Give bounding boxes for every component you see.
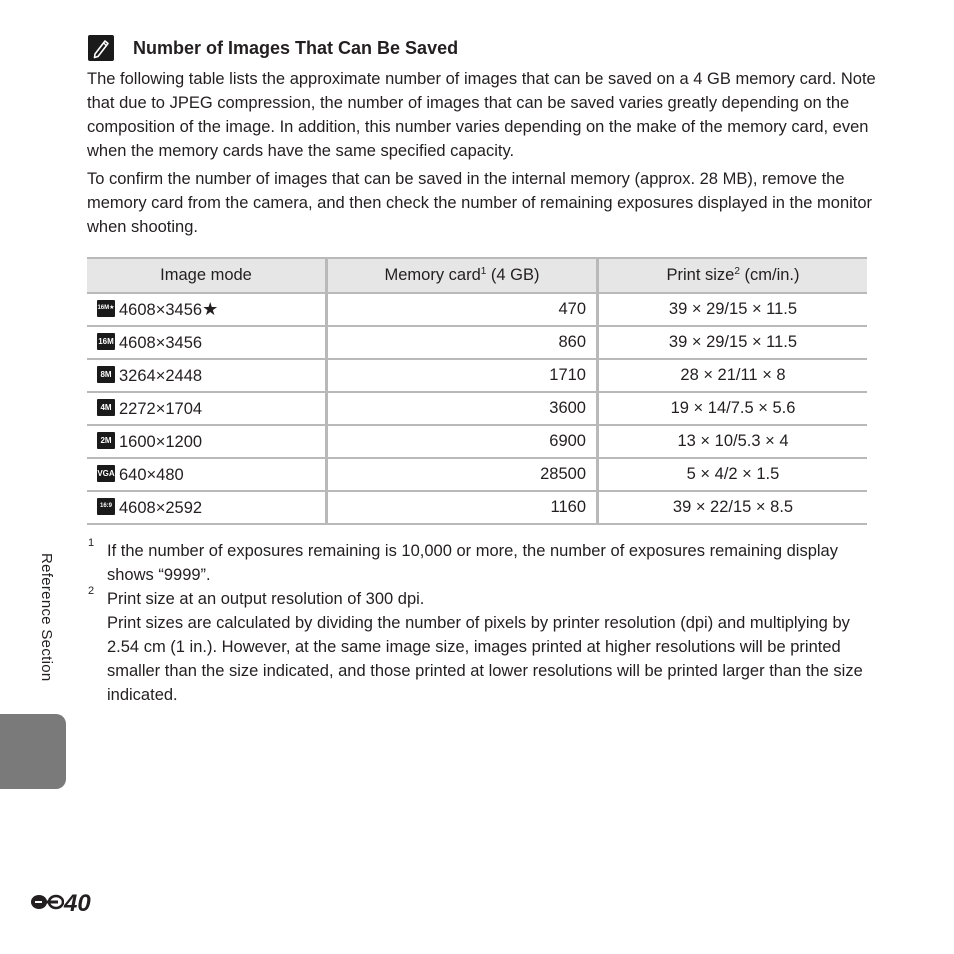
table-row bbox=[87, 458, 867, 491]
print-size-cell: 13 × 10/5.3 × 4 bbox=[598, 425, 868, 458]
table-row bbox=[87, 425, 867, 458]
table-row bbox=[87, 293, 867, 326]
section-heading: Number of Images That Can Be Saved bbox=[133, 38, 459, 58]
table-row bbox=[87, 359, 867, 392]
footnote-2-line: Print size at an output resolution of 300 dpi. bbox=[107, 590, 425, 608]
image-mode-icon: 8M bbox=[97, 366, 115, 383]
footnote-2-detail: Print sizes are calculated by dividing the number of pixels by printer resolution (dpi) and multiplying by 2.54 cm (1 in.). However, at the same image size, images printed at higher resolutions will be printed smaller than the size indicated, and those printed at lower resolutions will be printed larger than the size indicated. bbox=[107, 614, 863, 704]
footnote-2-text bbox=[107, 587, 877, 707]
table-row bbox=[87, 392, 867, 425]
image-mode-cell bbox=[87, 326, 327, 359]
image-mode-cell bbox=[87, 359, 327, 392]
image-count-cell: 860 bbox=[327, 326, 598, 359]
image-mode-label: 4608×3456 bbox=[119, 334, 203, 352]
header-image-mode: Image mode bbox=[87, 258, 327, 293]
image-mode-cell bbox=[87, 392, 327, 425]
image-mode-cell bbox=[87, 293, 327, 326]
image-mode-cell bbox=[87, 425, 327, 458]
footnote-2-marker: 2 bbox=[88, 585, 95, 597]
image-count-cell: 470 bbox=[327, 293, 598, 326]
e-chapter-icon bbox=[30, 891, 64, 913]
pencil-note-icon bbox=[88, 35, 114, 61]
print-size-cell: 28 × 21/11 × 8 bbox=[598, 359, 868, 392]
internal-memory-paragraph: To confirm the number of images that can be saved in the internal memory (approx. 28 MB), remove the memory card from the camera, and then check the number of remaining exposures displayed in the monitor when shooting. bbox=[87, 170, 873, 236]
page-number-digits: 40 bbox=[64, 890, 91, 917]
section-tab bbox=[0, 714, 66, 789]
side-section-label: Reference Section bbox=[38, 553, 55, 682]
image-mode-cell bbox=[87, 491, 327, 524]
star-icon: ★ bbox=[202, 299, 219, 319]
images-table bbox=[87, 257, 867, 525]
header-print-size: Print size$^2$ (cm/in.) bbox=[598, 258, 868, 293]
image-count-cell: 1160 bbox=[327, 491, 598, 524]
image-mode-icon: 2M bbox=[97, 432, 115, 449]
image-mode-icon: VGA bbox=[97, 465, 115, 482]
image-mode-label: 4608×2592 bbox=[119, 499, 203, 517]
image-mode-label: 640×480 bbox=[119, 466, 184, 484]
image-mode-label: 3264×2448 bbox=[119, 367, 203, 385]
print-size-cell: 39 × 29/15 × 11.5 bbox=[598, 293, 868, 326]
image-count-cell: 6900 bbox=[327, 425, 598, 458]
image-mode-cell bbox=[87, 458, 327, 491]
table-row bbox=[87, 491, 867, 524]
image-mode-icon: 4M bbox=[97, 399, 115, 416]
image-mode-icon: 16M bbox=[97, 333, 115, 350]
image-count-cell: 3600 bbox=[327, 392, 598, 425]
table-row bbox=[87, 326, 867, 359]
print-size-cell: 39 × 29/15 × 11.5 bbox=[598, 326, 868, 359]
footnote-1-text: If the number of exposures remaining is 10,000 or more, the number of exposures remaining display shows “9999”. bbox=[107, 542, 838, 584]
print-size-cell: 19 × 14/7.5 × 5.6 bbox=[598, 392, 868, 425]
print-size-cell: 39 × 22/15 × 8.5 bbox=[598, 491, 868, 524]
intro-paragraph: The following table lists the approximate number of images that can be saved on a 4 GB memory card. Note that due to JPEG compression, the number of images that can be saved varies greatly depending on the composition of the image. In addition, this number varies depending on the make of the memory card, even when the memory cards have the same specified capacity. bbox=[87, 70, 876, 160]
header-memory-card: Memory card$^1$ (4 GB) bbox=[327, 258, 598, 293]
print-size-cell: 5 × 4/2 × 1.5 bbox=[598, 458, 868, 491]
image-mode-icon: 16:9 bbox=[97, 498, 115, 515]
image-mode-icon: 16M★ bbox=[97, 300, 115, 317]
page-number bbox=[30, 890, 91, 918]
image-mode-label: 4608×3456 bbox=[119, 301, 203, 319]
image-count-cell: 28500 bbox=[327, 458, 598, 491]
table-header-row bbox=[87, 258, 867, 293]
image-mode-label: 2272×1704 bbox=[119, 400, 203, 418]
footnote-1-marker: 1 bbox=[88, 537, 95, 549]
image-count-cell: 1710 bbox=[327, 359, 598, 392]
image-mode-label: 1600×1200 bbox=[119, 433, 203, 451]
